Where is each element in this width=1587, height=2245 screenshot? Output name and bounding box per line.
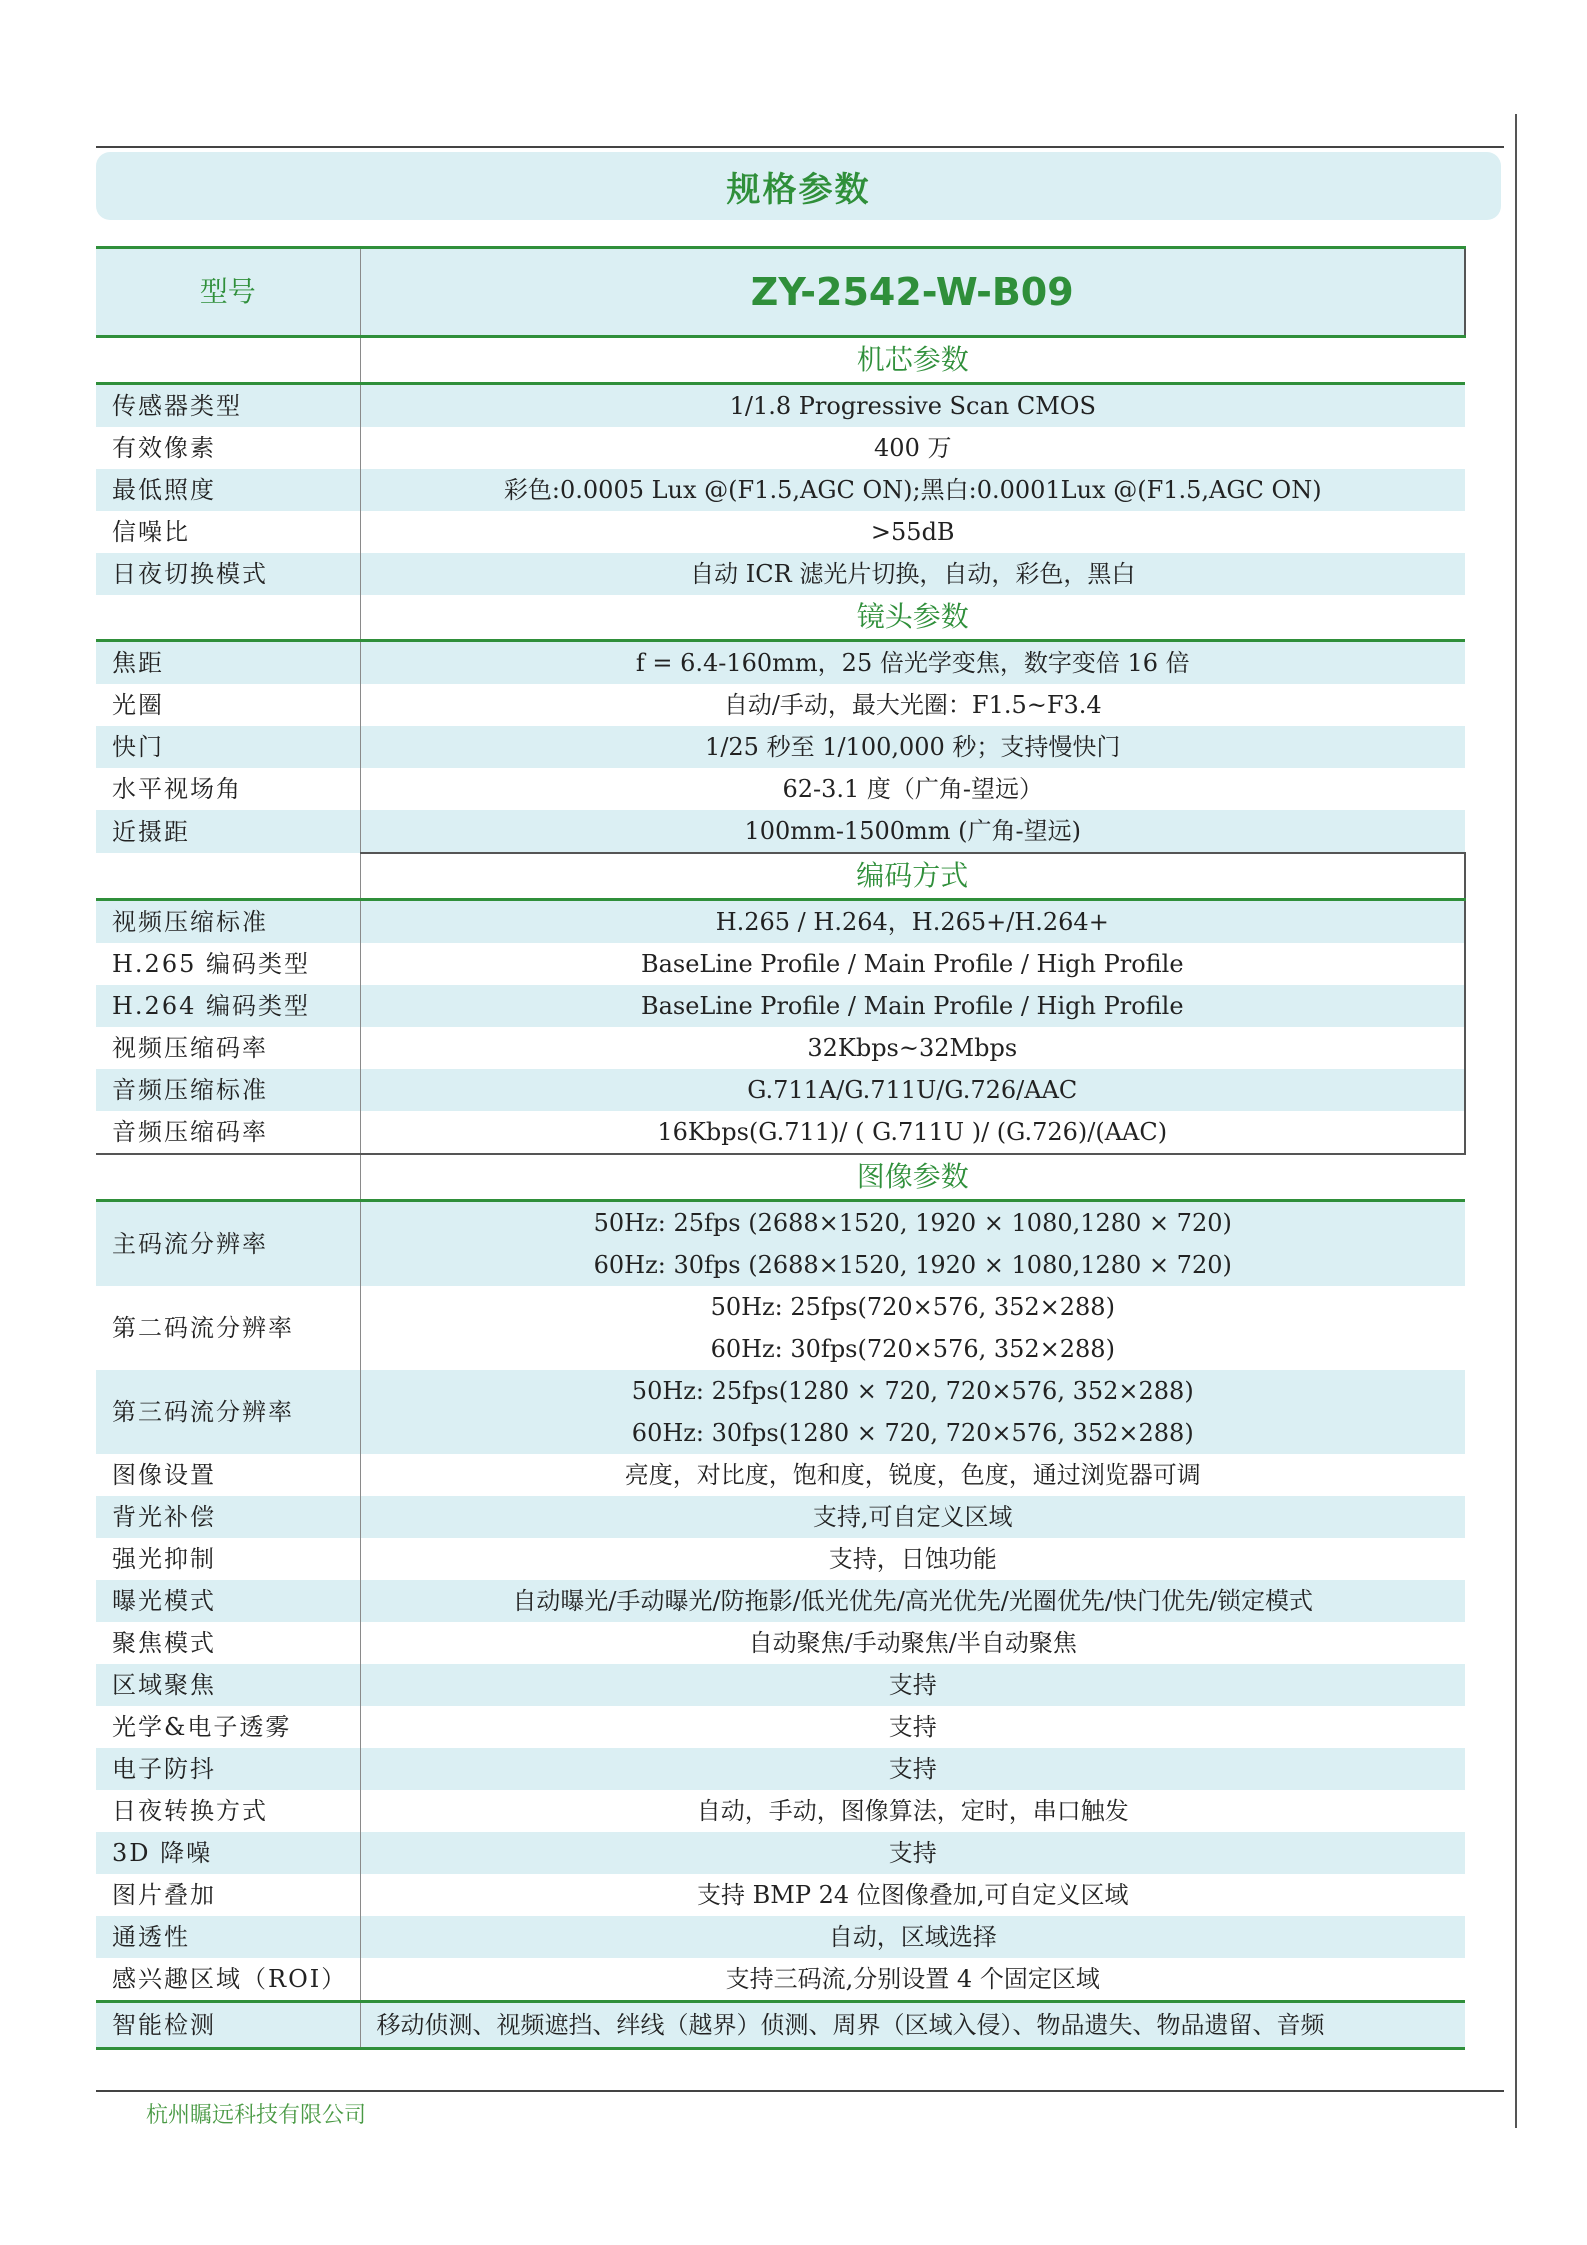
row-value: 自动，手动，图像算法，定时，串口触发 (360, 1790, 1465, 1832)
row-value: 自动，区域选择 (360, 1916, 1465, 1958)
table-row-smart-detection (96, 2002, 1465, 2049)
table-row (96, 1874, 1465, 1916)
table-row (96, 1580, 1465, 1622)
table-row (96, 985, 1465, 1027)
row-label: 智能检测 (96, 2002, 360, 2049)
section-title-lens: 镜头参数 (360, 595, 1465, 641)
row-value: 彩色:0.0005 Lux @(F1.5,AGC ON);黑白:0.0001Lux @(F1.5,AGC ON) (360, 469, 1465, 511)
row-label: 光圈 (96, 684, 360, 726)
table-row (96, 384, 1465, 428)
row-label: 感兴趣区域（ROI） (96, 1958, 360, 2002)
row-label: 通透性 (96, 1916, 360, 1958)
table-row (96, 427, 1465, 469)
row-label: 第二码流分辨率 (96, 1286, 360, 1370)
row-value: 支持 BMP 24 位图像叠加,可自定义区域 (360, 1874, 1465, 1916)
table-row (96, 1832, 1465, 1874)
section-header-encoding (96, 853, 1465, 900)
row-value: G.711A/G.711U/G.726/AAC (360, 1069, 1465, 1111)
row-value: 支持,可自定义区域 (360, 1496, 1465, 1538)
table-row (96, 726, 1465, 768)
row-value: 支持 (360, 1832, 1465, 1874)
model-value: ZY-2542-W-B09 (360, 248, 1465, 337)
row-label: 图片叠加 (96, 1874, 360, 1916)
row-value (360, 1370, 1465, 1454)
table-row (96, 1958, 1465, 2002)
model-label: 型号 (96, 248, 360, 337)
row-value (360, 1201, 1465, 1287)
table-row (96, 1111, 1465, 1154)
row-value: 支持 (360, 1748, 1465, 1790)
row-label: 视频压缩码率 (96, 1027, 360, 1069)
table-row (96, 1069, 1465, 1111)
row-label: 聚焦模式 (96, 1622, 360, 1664)
table-row (96, 1622, 1465, 1664)
row-value: 62-3.1 度（广角-望远） (360, 768, 1465, 810)
row-value: 自动聚焦/手动聚焦/半自动聚焦 (360, 1622, 1465, 1664)
table-row (96, 641, 1465, 685)
row-value: 自动曝光/手动曝光/防拖影/低光优先/高光优先/光圈优先/快门优先/锁定模式 (360, 1580, 1465, 1622)
table-row (96, 1748, 1465, 1790)
row-value: 支持 (360, 1706, 1465, 1748)
section-title-encoding: 编码方式 (360, 853, 1465, 900)
row-label: 日夜转换方式 (96, 1790, 360, 1832)
row-value: f = 6.4-160mm，25 倍光学变焦，数字变倍 16 倍 (360, 641, 1465, 685)
row-value: 移动侦测、视频遮挡、绊线（越界）侦测、周界（区域入侵）、物品遗失、物品遗留、音频 (360, 2002, 1465, 2049)
row-label: H.265 编码类型 (96, 943, 360, 985)
row-value: 支持 (360, 1664, 1465, 1706)
row-value-line: 60Hz: 30fps(1280 × 720, 720×576, 352×288) (631, 1419, 1194, 1447)
model-row (96, 248, 1465, 337)
row-label: 快门 (96, 726, 360, 768)
section-title-core: 机芯参数 (360, 337, 1465, 384)
title-banner (96, 152, 1501, 220)
row-label: 强光抑制 (96, 1538, 360, 1580)
row-label: 3D 降噪 (96, 1832, 360, 1874)
row-value-line: 50Hz: 25fps(1280 × 720, 720×576, 352×288) (631, 1377, 1194, 1405)
table-row (96, 1790, 1465, 1832)
row-value-line: 50Hz: 25fps (2688×1520, 1920 × 1080,1280 × 720) (593, 1209, 1232, 1237)
row-label: 光学&电子透雾 (96, 1706, 360, 1748)
table-row (96, 1916, 1465, 1958)
table-row (96, 1370, 1465, 1454)
row-label: 音频压缩码率 (96, 1111, 360, 1154)
row-label: 有效像素 (96, 427, 360, 469)
row-label: 焦距 (96, 641, 360, 685)
table-row (96, 553, 1465, 595)
row-value: 支持三码流,分别设置 4 个固定区域 (360, 1958, 1465, 2002)
row-value: BaseLine Profile / Main Profile / High Profile (360, 943, 1465, 985)
table-row (96, 1664, 1465, 1706)
row-value: 16Kbps(G.711)/ ( G.711U )/ (G.726)/(AAC) (360, 1111, 1465, 1154)
table-row (96, 1201, 1465, 1287)
section-title-image: 图像参数 (360, 1154, 1465, 1201)
row-label: 曝光模式 (96, 1580, 360, 1622)
page-title: 规格参数 (726, 169, 871, 210)
row-value: 支持，日蚀功能 (360, 1538, 1465, 1580)
table-row (96, 511, 1465, 553)
row-label: 信噪比 (96, 511, 360, 553)
row-value-line: 60Hz: 30fps (2688×1520, 1920 × 1080,1280 × 720) (593, 1251, 1232, 1279)
footer-company: 杭州瞩远科技有限公司 (146, 2103, 367, 2128)
row-label: 区域聚焦 (96, 1664, 360, 1706)
row-label: 水平视场角 (96, 768, 360, 810)
row-value: 100mm-1500mm (广角-望远) (360, 810, 1465, 853)
table-row (96, 810, 1465, 853)
row-value: H.265 / H.264，H.265+/H.264+ (360, 900, 1465, 944)
table-row (96, 469, 1465, 511)
row-label: 主码流分辨率 (96, 1201, 360, 1287)
row-label: 背光补偿 (96, 1496, 360, 1538)
table-row (96, 684, 1465, 726)
section-header-image (96, 1154, 1465, 1201)
footer-rule (96, 2090, 1504, 2092)
row-value: 自动 ICR 滤光片切换，自动，彩色，黑白 (360, 553, 1465, 595)
row-value: BaseLine Profile / Main Profile / High Profile (360, 985, 1465, 1027)
row-label: 音频压缩标准 (96, 1069, 360, 1111)
row-value: 1/1.8 Progressive Scan CMOS (360, 384, 1465, 428)
row-value: 亮度，对比度，饱和度，锐度，色度，通过浏览器可调 (360, 1454, 1465, 1496)
row-label: 近摄距 (96, 810, 360, 853)
spec-table (96, 246, 1466, 2050)
table-row (96, 900, 1465, 944)
section-header-core (96, 337, 1465, 384)
row-label: 传感器类型 (96, 384, 360, 428)
row-value-line: 60Hz: 30fps(720×576, 352×288) (710, 1335, 1115, 1363)
row-label: 视频压缩标准 (96, 900, 360, 944)
row-value: 400 万 (360, 427, 1465, 469)
row-label: 电子防抖 (96, 1748, 360, 1790)
row-label: 图像设置 (96, 1454, 360, 1496)
row-value: 自动/手动，最大光圈：F1.5~F3.4 (360, 684, 1465, 726)
table-row (96, 1706, 1465, 1748)
row-label: 日夜切换模式 (96, 553, 360, 595)
row-label: H.264 编码类型 (96, 985, 360, 1027)
table-row (96, 1454, 1465, 1496)
section-header-lens (96, 595, 1465, 641)
table-row (96, 943, 1465, 985)
page-top-rule (96, 146, 1504, 148)
table-row (96, 1538, 1465, 1580)
row-value (360, 1286, 1465, 1370)
page-right-rule (1515, 114, 1517, 2128)
row-value: 1/25 秒至 1/100,000 秒；支持慢快门 (360, 726, 1465, 768)
row-value-line: 50Hz: 25fps(720×576, 352×288) (710, 1293, 1115, 1321)
row-label: 最低照度 (96, 469, 360, 511)
table-row (96, 1286, 1465, 1370)
row-label: 第三码流分辨率 (96, 1370, 360, 1454)
table-row (96, 768, 1465, 810)
table-row (96, 1496, 1465, 1538)
row-value: 32Kbps~32Mbps (360, 1027, 1465, 1069)
table-row (96, 1027, 1465, 1069)
row-value: >55dB (360, 511, 1465, 553)
